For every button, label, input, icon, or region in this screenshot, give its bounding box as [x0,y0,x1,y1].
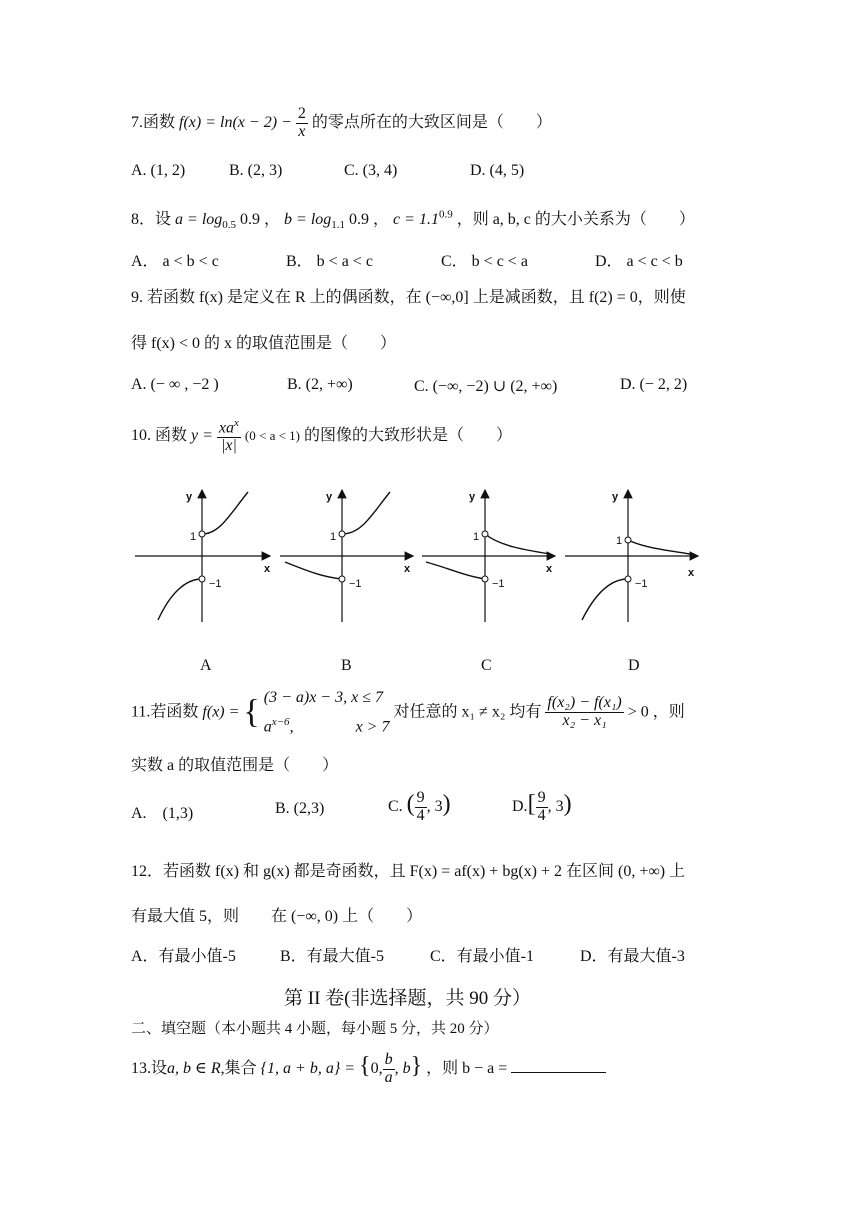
q11-d-den: 4 [537,806,546,824]
q13-frac-den: a [384,1068,393,1086]
q10-fraction [217,418,241,455]
q12-line1: 12．若函数 f(x) 和 g(x) 都是奇函数，且 F(x) = af(x) + bg(x) + 2 在区间 (0, +∞) 上 [131,863,686,880]
graph-b-tick-1: 1 [330,531,337,543]
graph-c-x-label: x [546,563,553,575]
q9-option-a: A. (− ∞ , −2 ) [131,376,219,393]
q13-prefix: 13.设 [131,1059,168,1077]
section-title: 第 II 卷(非选择题，共 90 分） [284,988,531,1009]
q11-option-c: C. ( $\frac{9}{4}$ , 3) [388,789,451,824]
q11-fraction [545,695,623,730]
q13-stem: 13.设a, b ∈ R,集合 {1, a + b, a} = {0, $\frac{b}{a}$ , b} ，则 b − a = [131,1052,606,1087]
q11-brace: { [243,693,260,731]
q13-set2-post: , b [394,1059,411,1077]
q8-option-c: C． b < c < a [441,253,528,270]
q13-frac-num: b [384,1051,393,1068]
graph-b [280,490,413,622]
graph-b-y-label: y [326,491,333,503]
graph-c [422,490,555,622]
q11-case2-sup: x−6 [271,716,290,728]
q10-condition: (0 < a < 1) [244,428,301,444]
q8-c-def: c = 1.1 [393,211,439,228]
q8-option-d: D． a < c < b [595,253,683,270]
graph-label-d: D [628,657,640,674]
graph-d [565,490,698,622]
q7-frac-den: x [298,122,306,140]
q12-line2: 有最大值 5，则 在 (−∞, 0) 上（ ） [131,908,423,925]
graph-a-tick-neg1: −1 [209,578,222,590]
q11-option-b: B. (2,3) [275,800,325,817]
q11-option-c-label: C. [388,797,403,815]
q7-suffix: 的零点所在的大致区间是（ ） [311,113,552,131]
q9-option-d: D. (− 2, 2) [620,376,688,393]
q8-stem [131,206,695,231]
q12-option-a: A．有最小值-5 [131,948,236,965]
q9-line2: 得 f(x) < 0 的 x 的取值范围是（ ） [131,335,397,352]
graph-label-a: A [200,657,212,674]
q11-cases [264,686,390,739]
graph-d-tick-neg1: −1 [635,578,648,590]
q10-suffix: 的图像的大致形状是（ ） [304,427,513,445]
graph-a-x-label: x [264,563,271,575]
q13-cond: a, b ∈ R [167,1059,221,1077]
graph-b-x-label: x [404,563,411,575]
q11-case2-rest: , [289,718,294,736]
graph-b-tick-neg1: −1 [349,578,362,590]
q7-stem [131,106,552,141]
q11-d-num: 9 [537,789,546,806]
q9-option-c: C. (−∞, −2) ∪ (2, +∞) [414,378,558,395]
graph-label-b: B [341,657,352,674]
q12-option-c: C．有最小值-1 [430,948,535,965]
q8-a-def: a = log [175,211,223,228]
q11-case2-cond: x > 7 [355,718,390,736]
q8-a-rest: 0.9 ， [236,211,281,228]
q11-c-tail: , 3 [426,797,443,815]
q8-b-def: b = log [284,211,332,228]
q7-option-d: D. (4, 5) [470,162,525,179]
q11-c-den: 4 [416,806,425,824]
q13-set1: {1, a + b, a} = [260,1059,356,1077]
q8-option-b: B． b < a < c [286,253,373,270]
graph-d-x-label: x [688,567,695,579]
q11-mid: 对任意的 x₁ ≠ x₂ 均有 [393,703,542,721]
q9-line1: 9. 若函数 f(x) 是定义在 R 上的偶函数，在 (−∞,0] 上是减函数，且 f(2) = 0，则使 [131,289,686,306]
q11-stem [131,686,685,739]
q11-c-num: 9 [416,789,425,806]
q7-frac-num: 2 [297,105,306,122]
graph-c-tick-neg1: −1 [492,578,505,590]
q8-option-a: A． a < b < c [131,253,219,270]
q11-case2-base: a [263,718,272,736]
q13-set2-pre: 0, [370,1059,383,1077]
q10-num: xa [218,419,235,437]
q7-prefix: 7.函数 [131,113,176,131]
q8-a-sub: 0.5 [222,219,237,232]
q11-option-d: D.[ $\frac{9}{4}$ , 3) [512,789,572,824]
q11-frac-num: f(x₂) − f(x₁) [547,694,622,712]
q7-option-b: B. (2, 3) [229,162,283,179]
q11-tail: > 0 ，则 [627,703,685,721]
graph-a [135,490,271,622]
q7-option-a: A. (1, 2) [131,162,186,179]
q10-y-eq: y = [191,427,213,445]
q7-fraction [296,106,308,141]
q7-option-c: C. (3, 4) [344,162,398,179]
q10-prefix: 10. 函数 [131,427,188,445]
q11-case1: (3 − a)x − 3, x ≤ 7 [263,689,383,706]
graph-d-tick-1: 1 [616,535,623,547]
q11-line2: 实数 a 的取值范围是（ ） [131,757,339,774]
q11-function: f(x) = [202,703,240,721]
q10-frac-den: |x| [220,437,237,455]
q13-tail: ，则 b − a = [426,1059,508,1077]
q10-num-sup: x [234,417,239,429]
q11-d-tail: , 3 [547,797,564,815]
q13-mid: ,集合 [220,1059,257,1077]
q13-answer-blank[interactable] [511,1056,606,1073]
q11-case2 [264,710,390,739]
q8-prefix: 8．设 [131,211,172,228]
q8-c-sup: 0.9 [438,208,453,221]
q12-option-b: B．有最大值-5 [280,948,385,965]
q10-frac-num [217,418,241,438]
graph-a-y-label: y [186,491,193,503]
q8-b-sub: 1.1 [331,219,346,232]
graph-d-y-label: y [612,491,619,503]
q11-prefix: 11.若函数 [131,703,199,721]
q11-option-d-label: D. [512,797,528,815]
graph-a-tick-1: 1 [190,531,197,543]
section-subtitle: 二、填空题（本小题共 4 小题，每小题 5 分，共 20 分） [131,1021,499,1037]
q10-stem [131,418,512,455]
graph-c-y-label: y [469,491,476,503]
q9-option-b: B. (2, +∞) [287,376,353,393]
q8-suffix: ，则 a, b, c 的大小关系为（ ） [456,211,695,228]
graph-label-c: C [481,657,492,674]
graph-c-tick-1: 1 [473,531,480,543]
q8-b-rest: 0.9 ， [345,211,390,228]
q7-function: f(x) = ln(x − 2) − [179,113,292,131]
q11-frac-den: x₂ − x₁ [562,712,607,730]
q12-option-d: D．有最大值-3 [580,948,685,965]
q10-graphs [130,484,700,634]
q11-option-a: A. (1,3) [131,805,194,822]
